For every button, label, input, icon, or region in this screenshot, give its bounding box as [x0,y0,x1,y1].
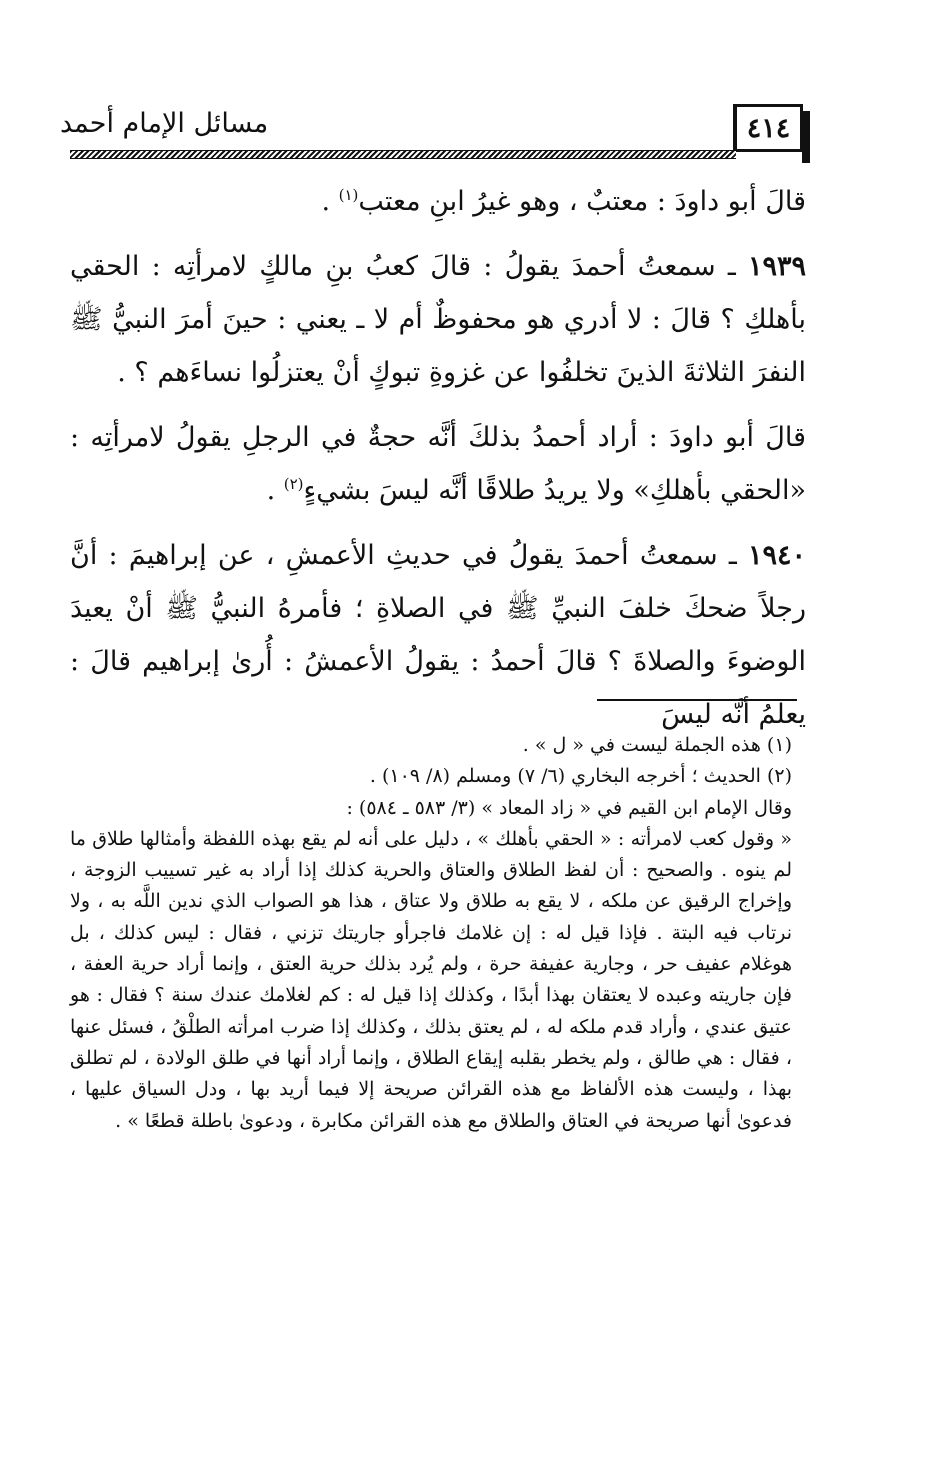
main-text [70,175,806,741]
footnote-ref-1: (١) [338,186,359,204]
running-header-title: مسائل الإمام أحمد [60,108,269,139]
paragraph-3: قالَ أبو داودَ : أراد أحمدُ بذلكَ أنَّه حجةٌ في الرجلِ يقولُ لامرأتِه : «الحقي بأهلكِ» ولا يريدُ طلاقًا أنَّه ليسَ بشيءٍ$^{(٢)}$ . [70,422,806,506]
footnote-2-quote-intro: وقال الإمام ابن القيم في « زاد المعاد » (٣/ ٥٨٣ ـ ٥٨٤) : [346,796,792,819]
paragraph-1: قالَ أبو داودَ : معتبٌ ، وهو غيرُ ابنِ معتب$^{(١)}$ . [321,186,806,217]
footnotes [70,730,806,1137]
issue-number-1939: ١٩٣٩ [747,251,806,282]
footnote-2-quote: « وقول كعب لامرأته : « الحقي بأهلك » ، دليل على أنه لم يقع بهذه اللفظة وأمثالها طلاق ما لم ينوه . والصحيح : أن لفظ الطلاق والعتاق والحرية كذلك إذا أراد به غير تسييب الزوجة ، وإخراج الرقيق عن ملكه ، لا يقع به طلاق ولا عتاق ، هذا هو الصواب الذي ندين اللَّه به ، ولا نرتاب فيه البتة . فإذا قيل له : إن غلامك فاجرأو جاريتك تزني ، فقال : ليس كذلك ، بل هوغلام عفيف حر ، وجارية عفيفة حرة ، ولم يُرد بذلك حرية العتق ، وإنما أراد حرية العفة ، فإن جاريته وعبده لا يعتقان بهذا أبدًا ، وكذلك إذا قيل له : كم لغلامك عندك سنة ؟ فقال : هو عتيق عندي ، وأراد قدم ملكه له ، لم يعتق بذلك ، وكذلك إذا ضرب امرأته الطلْقُ ، فسئل عنها ، فقال : هي طالق ، ولم يخطر بقلبه إيقاع الطلاق ، وإنما أراد أنها في طلق الولادة ، لم تطلق بهذا ، وليست هذه الألفاظ مع هذه القرائن صريحة إلا فيما أريد بها ، ودل السياق عليها ، فدعوىٰ أنها صريحة في العتاق والطلاق مع هذه القرائن مكابرة ، ودعوىٰ باطلة قطعًا » . [70,827,793,1132]
paragraph-1939: ١٩٣٩ ـ سمعتُ أحمدَ يقولُ : قالَ كعبُ بنِ مالكٍ لامرأتِه : الحقي بأهلكِ ؟ قالَ : لا أدري هو محفوظٌ أم لا ـ يعني : حينَ أمرَ النبيُّ ﷺ النفرَ الثلاثةَ الذينَ تخلفُوا عن غزوةِ تبوكٍ أنْ يعتزلُوا نساءَهم ؟ . [70,251,806,388]
footnote-1: (١) هذه الجملة ليست في « ل » . [522,734,792,756]
issue-number-1940: ١٩٤٠ [747,540,806,571]
footnote-separator [597,699,797,701]
page-number: ٤١٤ [746,112,791,144]
page-number-box [733,104,803,152]
header-decorative-rule [70,150,736,159]
footnote-ref-2: (٢) [283,475,304,493]
footnote-2: (٢) الحديث ؛ أخرجه البخاري (٦/ ٧) ومسلم (٨/ ١٠٩) . [369,765,792,788]
paragraph-1940: ١٩٤٠ ـ سمعتُ أحمدَ يقولُ في حديثِ الأعمشِ ، عن إبراهيمَ : أنَّ رجلاً ضحكَ خلفَ النبيِّ ﷺ في الصلاةِ ؛ فأمرهُ النبيُّ ﷺ أنْ يعيدَ الوضوءَ والصلاةَ ؟ قالَ أحمدُ : يقولُ الأعمشُ : أُرىٰ إبراهيم قالَ : يعلمُ أنَّه ليسَ [70,540,806,730]
